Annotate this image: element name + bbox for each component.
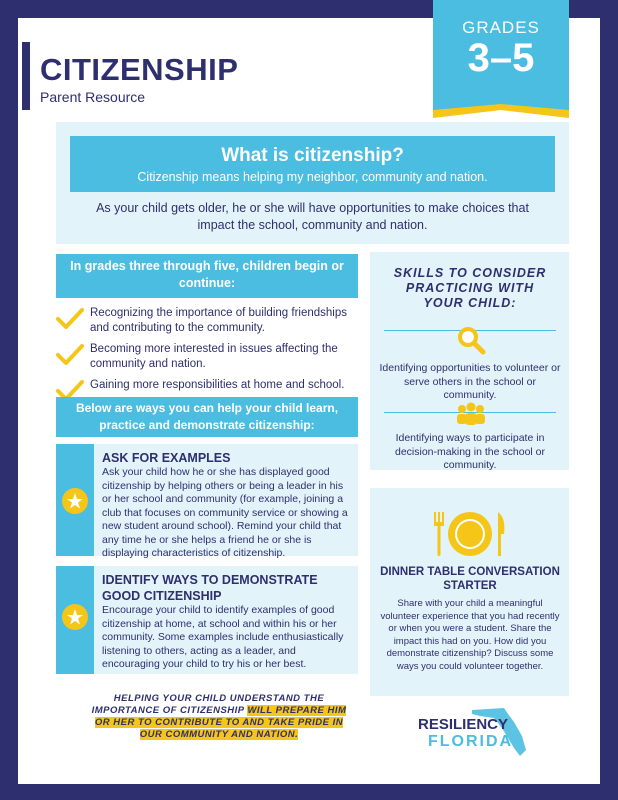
star-icon bbox=[62, 604, 88, 630]
list-item-text: Gaining more responsibilities at home and school. bbox=[90, 379, 345, 391]
plate-utensils-icon bbox=[430, 508, 510, 560]
grades-range: 3–5 bbox=[467, 36, 535, 80]
grades-badge bbox=[433, 0, 569, 110]
card-title: IDENTIFY WAYS TO DEMONSTRATE GOOD CITIZENSHIP bbox=[102, 573, 318, 603]
what-is-body: As your child gets older, he or she will have opportunities to make choices that impact the school, community and nation. bbox=[96, 201, 529, 232]
what-is-banner bbox=[70, 136, 555, 192]
grades-ribbon-icon bbox=[433, 104, 569, 118]
skill-text: Identifying ways to participate in decision-making in the school or community. bbox=[395, 432, 545, 471]
star-icon bbox=[62, 488, 88, 514]
title-accent-bar bbox=[22, 42, 30, 110]
skills-heading: SKILLS TO CONSIDER PRACTICING WITH YOUR CHILD: bbox=[393, 266, 547, 310]
checklist bbox=[56, 306, 358, 399]
tip-card-examples bbox=[56, 444, 358, 559]
grades-section-heading: In grades three through five, children begin or continue: bbox=[56, 254, 358, 298]
card-body: Ask your child how he or she has displayed good citizenship by helping others or being a leader in his or her school and community (for example, joining a club that focuses on community service or showing a new student around school). Remind your child that any time he or she helps a friend he or she is displaying characteristics of citizenship. bbox=[102, 466, 348, 559]
magnifier-icon bbox=[455, 324, 487, 356]
tip-card-demonstrate bbox=[56, 566, 358, 674]
page-title: CITIZENSHIP bbox=[40, 52, 239, 87]
card-body: Encourage your child to identify examples of good citizenship at home, at school and within his or her community. Some examples include enthusiastically listening to others, acting as a leader, and encouraging your child to try his or her best. bbox=[102, 604, 344, 670]
list-item bbox=[56, 378, 358, 393]
dinner-heading: DINNER TABLE CONVERSATION STARTER bbox=[380, 566, 560, 592]
what-is-definition: Citizenship means helping my neighbor, community and nation. bbox=[137, 170, 488, 184]
footer-message-highlight: WILL PREPARE HIM OR HER TO CONTRIBUTE TO AND TAKE PRIDE IN OUR COMMUNITY AND NATION. bbox=[94, 705, 347, 740]
grades-label: GRADES bbox=[462, 18, 540, 37]
logo-text-resiliency: RESILIENCY bbox=[418, 716, 509, 733]
footer-message-plain: HELPING YOUR CHILD UNDERSTAND THE IMPORTANCE OF CITIZENSHIP bbox=[91, 693, 325, 716]
card-title: ASK FOR EXAMPLES bbox=[102, 451, 231, 465]
checkmark-icon bbox=[56, 344, 84, 366]
list-item-text: Recognizing the importance of building friendships and contributing to the community. bbox=[90, 307, 347, 334]
list-item-text: Becoming more interested in issues affecting the community and nation. bbox=[90, 343, 338, 370]
page-subtitle: Parent Resource bbox=[40, 89, 146, 105]
ways-heading: Below are ways you can help your child learn, practice and demonstrate citizenship: bbox=[56, 397, 358, 437]
list-item bbox=[56, 306, 358, 336]
skill-text: Identifying opportunities to volunteer or serve others in the school or community. bbox=[379, 362, 561, 401]
logo-text-florida: FLORIDA bbox=[428, 733, 514, 750]
dinner-body: Share with your child a meaningful volunteer experience that you had recently or when you were a student. Share the impact this had on you. How did you demonstrate citizenship? Discuss some ways you could volunteer together. bbox=[380, 598, 560, 672]
checkmark-icon bbox=[56, 308, 84, 330]
what-is-heading: What is citizenship? bbox=[221, 145, 404, 166]
people-group-icon bbox=[454, 402, 488, 426]
footer-message bbox=[84, 693, 354, 741]
list-item bbox=[56, 342, 358, 372]
